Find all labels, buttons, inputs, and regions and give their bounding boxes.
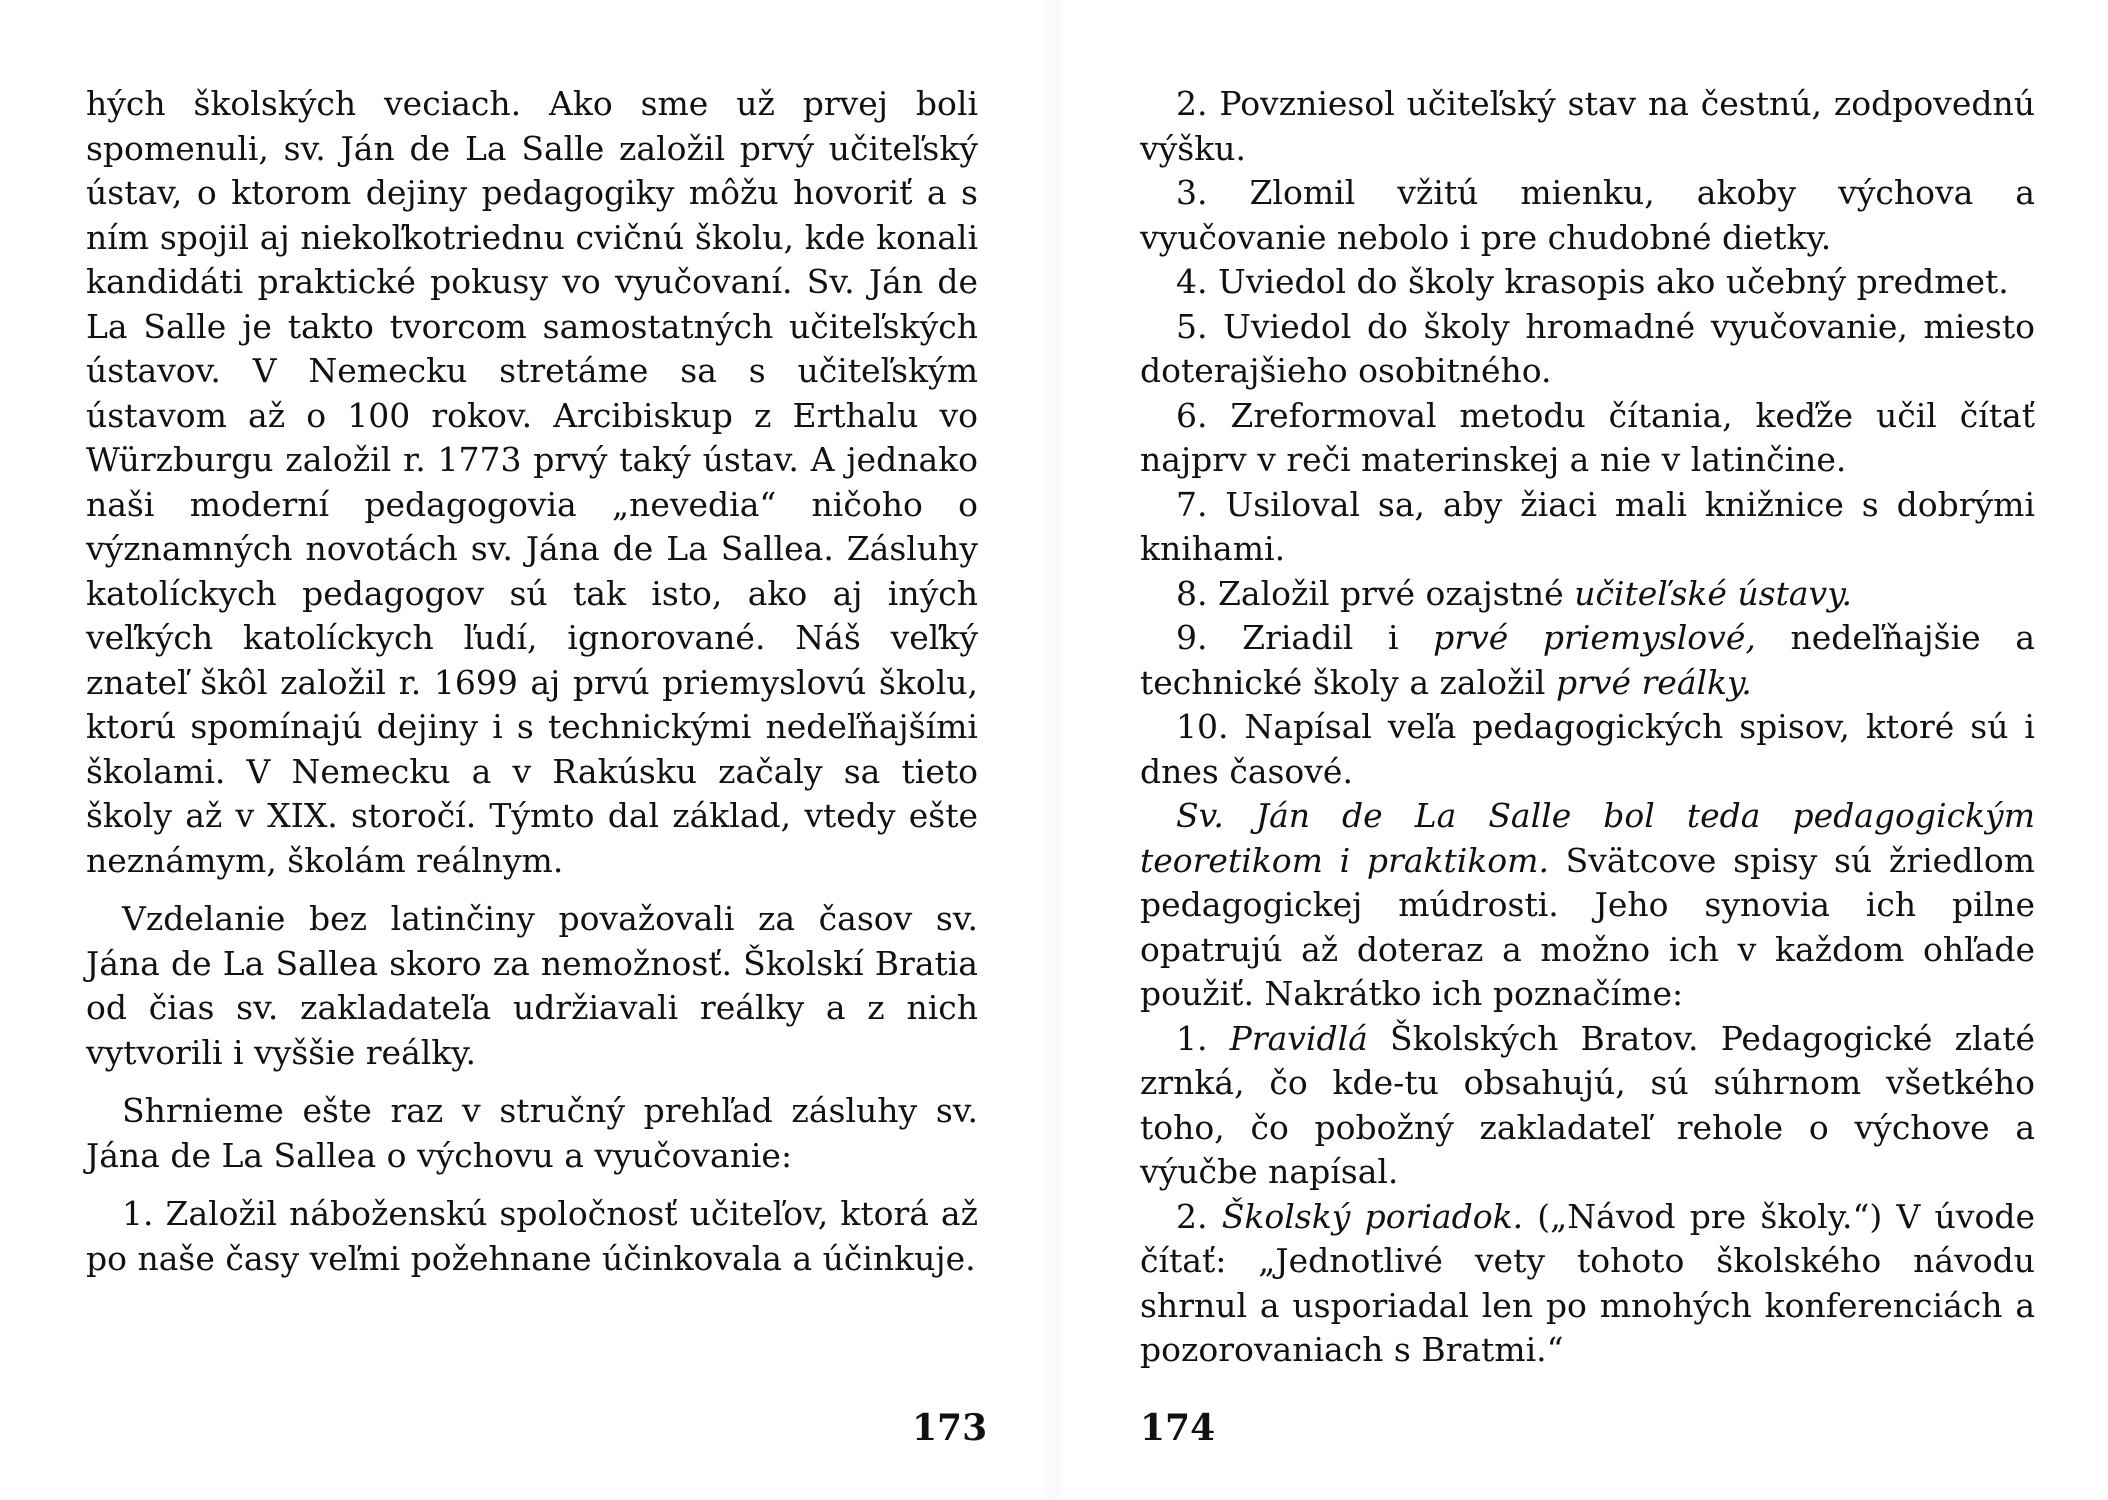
merit-item-10: 10. Napísal veľa pedagogických spisov, ktoré sú i dnes časové.	[1140, 707, 2035, 791]
left-text-column	[86, 82, 978, 1281]
merit-item-3: 3. Zlomil vžitú mienku, akoby výchova a vyučovanie nebolo i pre chudobné dietky.	[1140, 173, 2035, 257]
merit-item-8-emphasis: učiteľské ústavy.	[1574, 573, 1852, 613]
merit-item-9-middle: nedeľňajšie a technické školy a založil	[1140, 618, 2035, 702]
work-item-2-title: Školský poriadok.	[1221, 1196, 1524, 1236]
merit-item-8	[1140, 572, 2035, 617]
left-list-item-1: 1. Založil náboženskú spoločnosť učiteľov, ktorá až po naše časy veľmi požehnane účinkovala a účinkuje.	[86, 1194, 978, 1278]
right-text-column	[1140, 82, 2035, 1373]
page-number-left: 173	[912, 1407, 988, 1449]
merit-item-9-emphasis-1: prvé priemyslové,	[1433, 618, 1756, 657]
merit-item-9	[1140, 616, 2035, 705]
left-paragraph-2: Vzdelanie bez latinčiny považovali za časov sv. Jána de La Sallea skoro za nemožnosť. Školskí Bratia od čias sv. zakladateľa udržiavali reálky a z nich vytvorili i vyššie reálky.	[86, 899, 978, 1072]
summary-emphasis: Sv. Ján de La Salle bol teda pedagogickým teoretikom i praktikom.	[1140, 796, 2035, 880]
work-item-1-title: Pravidlá	[1229, 1018, 1368, 1058]
summary-text: Svätcove spisy sú žriedlom pedagogickej múdrosti. Jeho synovia ich pilne opatrujú až doteraz a možno ich v každom ohľade použiť. Nakrátko ich poznačíme:	[1140, 840, 2035, 1013]
work-item-2	[1140, 1195, 2035, 1373]
merit-item-8-text: 8. Založil prvé ozajstné	[1176, 573, 1575, 613]
work-item-2-number: 2.	[1176, 1196, 1222, 1236]
work-item-1-number: 1.	[1176, 1018, 1230, 1058]
merit-item-2: 2. Povzniesol učiteľský stav na čestnú, zodpovednú výšku.	[1140, 84, 2035, 168]
summary-paragraph	[1140, 794, 2035, 1017]
left-paragraph-1: hých školských veciach. Ako sme už prvej boli spomenuli, sv. Ján de La Salle založil prvý učiteľský ústav, o ktorom dejiny pedagogiky môžu hovoriť a s ním spojil aj niekoľkotriednu cvičnú školu, kde konali kandidáti praktické pokusy vo vyučovaní. Sv. Ján de La Salle je takto tvorcom samostatných učiteľských ústavov. V Nemecku stretáme sa s učiteľským ústavom až o 100 rokov. Arcibiskup z Erthalu vo Würzburgu založil r. 1773 prvý taký ústav. A jednako naši moderní pedagogovia „nevedia“ ničoho o významných novotách sv. Jána de La Sallea. Zásluhy katolíckych pedagogov sú tak isto, ako aj iných veľkých katolíckych ľudí, ignorované. Náš veľký znateľ škôl založil r. 1699 aj prvú priemyslovú školu, ktorú spomínajú dejiny i s technickými nedeľňajšími školami. V Nemecku a v Rakúsku začaly sa tieto školy až v XIX. storočí. Týmto dal základ, vtedy ešte neznámym, školám reálnym.	[86, 84, 978, 880]
left-paragraph-3: Shrnieme ešte raz v stručný prehľad zásluhy sv. Jána de La Sallea o výchovu a vyučovanie:	[86, 1091, 978, 1175]
work-item-1	[1140, 1017, 2035, 1195]
work-item-2-text: („Návod pre školy.“) V úvode čítať: „Jednotlivé vety tohoto školského návodu shrnul a usporiadal len po mnohých konferenciách a pozorovaniach s Bratmi.“	[1140, 1196, 2035, 1369]
merit-item-6: 6. Zreformoval metodu čítania, keďže učil čítať najprv v reči materinskej a nie v latinčine.	[1140, 395, 2035, 479]
merit-item-9-prefix: 9. Zriadil i	[1176, 618, 1434, 657]
merit-item-5: 5. Uviedol do školy hromadné vyučovanie, miesto doterajšieho osobitného.	[1140, 306, 2035, 390]
work-item-1-text: Školských Bratov. Pedagogické zlaté zrnká, čo kde-tu obsahujú, sú súhrnom všetkého toho, čo pobožný zakladateľ rehole o výchove a výučbe napísal.	[1140, 1018, 2035, 1191]
merit-item-4: 4. Uviedol do školy krasopis ako učebný predmet.	[1176, 262, 2009, 301]
merit-item-7: 7. Usiloval sa, aby žiaci mali knižnice s dobrými knihami.	[1140, 484, 2035, 568]
page-number-right: 174	[1140, 1407, 1216, 1449]
merit-item-9-emphasis-2: prvé reálky.	[1555, 662, 1752, 702]
right-page	[1054, 0, 2108, 1500]
